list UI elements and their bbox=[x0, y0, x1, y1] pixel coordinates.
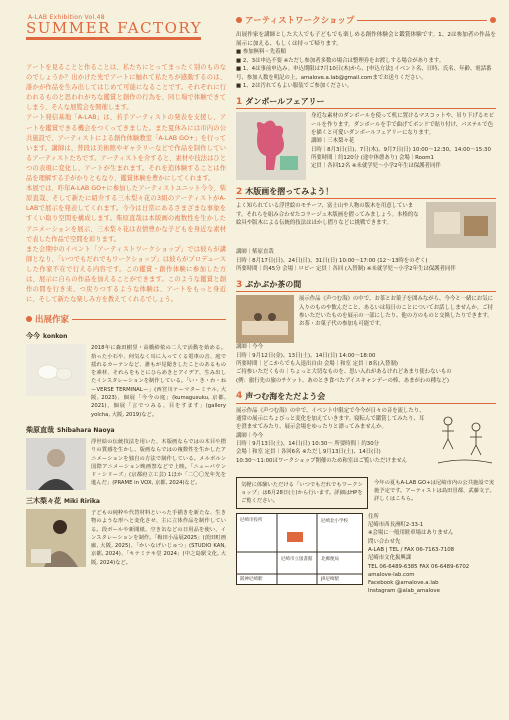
workshop-desc: 展示作品《声つむ海》の中で、お茶とお菓子を囲みながら、今今と一緒にお気に入りのものや飲んだこと、あるいは毎日のことについてお話ししませんか。ご持参いただいたものを展示の一部にしたり、他の方のものと交換したりできます。お茶・お菓子代の参加も可能です。 bbox=[299, 296, 493, 328]
workshop-title: 4 声つむ海をただよう会 bbox=[236, 391, 326, 402]
bullet-icon bbox=[26, 316, 32, 322]
exhibition-title: SUMMER FACTORY bbox=[26, 19, 203, 37]
workshop-desc: 身近な素材のダンボールを使って机に置けるマスコットや、吊り下げるモビールを作ります。ダンボールを手で曲げてボンドで貼り付け、パステルで色を描くと可愛いダンボールフェアリーになります。 講師｜三木梨々花 日時｜8月3日(日)、7日(木)、9月7日(日) 10:00〜12:30、14:00〜15:30 所要時間｜約120分 (途中休憩あり) 会場｜Room1 定員｜各回12名 ※未就学児〜小学2年生は保護者同伴 bbox=[311, 113, 495, 170]
anytime-box: 気軽に体験いただける「いつでもだれでもワークショップ」は6月28日(土)から行います。詳細はHPをご覧ください。 bbox=[236, 477, 368, 509]
note-item: ■ 1、2は汚れてもよい服装でご参加ください。 bbox=[236, 83, 353, 90]
divider bbox=[236, 198, 496, 199]
workshop-desc: よく知られている浮世絵のモチーフ、富士山や人物の版木を用意しています。それらを組み合わせたコラージュ木版画を摺ってみましょう。本格的な絵具や版木による伝統的技法はほかし摺りなどに挑戦できます。 bbox=[236, 203, 419, 227]
intro-paragraph: アートを見ることと作ることは、私たちにとってまったく別のものなのでしょうか？出かけた先でアートに触れて私たちが感動するのは、誰かが作品を生み出してはじめて可能になることです。それぞれに行われるものと思われがちな鑑賞と創作の行為を、同じ場で体験できてしまう、そんな展覧会を開催します。 bbox=[26, 64, 226, 112]
exhibition-label: A-LAB Exhibition Vol.48 bbox=[28, 14, 105, 21]
access-section bbox=[236, 513, 496, 596]
map-label: JR尼崎駅 bbox=[321, 576, 339, 582]
intro-paragraph: アート発信基地「A-LAB」は、若手アーティストの発表を支援し、アートを鑑賞できる機会をつくってきました。また夏休みには市内の公共施設で、アーティストによる創作体験教室「A-LAB GO+」を行っています。講師は、普段は美術館やギャラリーなどで作品を制作しているアーティストたちです。アーティストを介すると、素材や技法はひとつの表現に変化し、アートが生まれます。それを追体験することは作品を理解する手がかりともなり、鑑賞体験を豊かにしてくれます。 bbox=[26, 114, 226, 183]
intro-text bbox=[26, 63, 226, 305]
bullet-icon bbox=[490, 17, 496, 23]
artist-entry bbox=[26, 344, 226, 419]
note-item: ■ 1、4は事前申込み。申込期限は7月10日(木)から、[申込方法] イベント名、日時、氏名、年齢、電話番号、参加人数を明記の上、amalove.a.lab@gmail.comまでお送りください。 bbox=[236, 66, 492, 81]
workshop-illustration bbox=[434, 407, 496, 471]
artist-photo bbox=[26, 344, 86, 396]
anytime-row bbox=[236, 477, 496, 509]
workshop-details: 講師｜柴原直哉 日時｜8月17日(日)、24日(日)、31日(日) 10:00〜17:00 (12〜13時をのぞく) 所要時間｜約45分 会場｜ロビー 定員｜各回 (入替制) ※未就学児〜小学2年生は保護者同伴 bbox=[236, 249, 456, 273]
artist-name: 柴原直哉 Shibahara Naoya bbox=[26, 425, 115, 434]
artist-name: 今今 konkon bbox=[26, 332, 68, 341]
workshop-item bbox=[236, 407, 496, 471]
workshop-details: 講師｜今今 日時｜9月12日(金)、13日(土)、14日(日) 14:00〜18:00 所要時間｜どこからでも入退出自由 会場｜和室 定員｜8名(入替制) ご持参いただくもの｜ちょっと大切なものを、思い入れがあるけれどあまり使わないもの (例：旅行先の旅のチケット、あのとき食べたアイスキャンデーの棒、あまがわの種など) bbox=[236, 344, 452, 384]
bullet-icon bbox=[236, 17, 242, 23]
artist-photo bbox=[26, 509, 86, 567]
map-drawing bbox=[237, 514, 362, 584]
note-item: ■ 参加無料・先着順 bbox=[236, 49, 286, 56]
workshop-title: 2 木版画を摺ってみよう！ bbox=[236, 186, 334, 197]
working-image bbox=[26, 509, 86, 567]
map-label: 尼崎市役所 bbox=[240, 517, 263, 523]
workshop-heading: アーティストワークショップ bbox=[236, 14, 496, 26]
artist-bio: 2018年に森田樹里・高橋紗依の二人で活動を始める。拾った小石や、何気なく耳に入ってくる電車の音、庭で揺れるカーテンなど、誰もが見聞きしたことのあるものを素材、それらをもとにひらめきとアイデア、生み出したインスタレーションを制作している。「い・き・わ・ね ーVERSE TERMINALー」(西宮川テーマターミナル, 大阪, 2023)、個展「今今の庭」(kumagusuku, 京都, 2021)、個展「言でつみる、目をすます」(gallery yolcha, 大阪, 2019)など。 bbox=[91, 345, 226, 418]
workshop-desc: 展示作品《声つむ海》の中で、イベント中限定で今今が日々の音を流したり、通常の展示にちょびっと変化を加えていきます。寝転んで鑑賞してみたり、耳を澄ませてみたり、展示会場をゆったりと漂ってみませんか。 講師｜今今 日時｜9月13日(土)、14日(日) 10:30〜 所要時間｜約30分 会場｜和室 定員｜各回6名 ※ただし9月13日(土)、14日(日) 10:30〜11:00はワークショップ開催のため和室はご覧いただけません bbox=[236, 407, 425, 464]
workshop-photo bbox=[236, 295, 294, 343]
woodblock-image bbox=[426, 202, 496, 248]
workshop-title: 3 ぷかぷか茶の間 bbox=[236, 279, 302, 290]
map-label: 尼崎市立図書館 bbox=[281, 556, 313, 562]
alab-go-box: 今年の夏もA-LAB GO+は尼崎市内の公共施設で実施予定です。アーティストは島田冒都、武藤文子。詳しくはこちら。 bbox=[374, 479, 495, 502]
divider bbox=[357, 20, 487, 21]
portrait-image bbox=[26, 438, 86, 490]
workshop-photo bbox=[236, 112, 306, 180]
workshop-item bbox=[236, 202, 496, 248]
people-illustration bbox=[434, 407, 496, 471]
intro-paragraph: また会期中のイベント「アーティストワークショップ」では彼らが講師となり、「いつでもだれでもワークショップ」は彼らがプロデュースした作家不在で行える内容です。この鑑賞・創作体験に参加した方は、展示に自らの作品を加えることができます。このような鑑賞と創作の間を行き来、つ戻りつするような体験は、アートをもっと身近に、そして新たな楽しみ方を教えてくれるでしょう。 bbox=[26, 245, 226, 304]
workshop-notes bbox=[236, 48, 496, 90]
fairy-image bbox=[236, 112, 306, 180]
note-item: ■ 2、3は申込不要 ※ただし参加者多数の場合は整理券をお渡しする場合があります。 bbox=[236, 57, 445, 64]
workshop-title: 1 ダンボールフェアリー bbox=[236, 96, 325, 107]
artist-entry bbox=[26, 509, 226, 567]
map-label: 尼崎北小学校 bbox=[321, 518, 348, 524]
workshop-intro: 出展作家を講師とした大人でも子どもでも楽しめる創作体験会と鑑賞体験です。1、2は参加者の作品を展示に加える、もしくは持って帰ります。 bbox=[236, 32, 496, 47]
left-column bbox=[26, 14, 226, 567]
divider bbox=[236, 108, 496, 109]
workshop-item bbox=[236, 295, 496, 343]
artist-photo bbox=[26, 438, 86, 490]
stones-image bbox=[26, 344, 86, 396]
map-label: 北郵便局 bbox=[321, 556, 339, 562]
tea-room-image bbox=[236, 295, 294, 343]
right-column bbox=[236, 14, 496, 596]
map-label: 阪神尼崎駅 bbox=[240, 576, 263, 582]
divider bbox=[72, 319, 226, 320]
workshop-photo bbox=[426, 202, 496, 248]
title-underline bbox=[26, 37, 201, 40]
venue-info: 住所 尼崎市西長洲町2-33-1 ※会場に一般用駐車場はありません 問い合わせ先 A-LAB | TEL / FAX 06-7163-7108 尼崎市文化振興課 TEL 06-6489-6385 FAX 06-6489-6702 amalove-lab.com Facebook @amalove.a.lab Instagram @alab_amalove bbox=[368, 513, 470, 595]
workshop-item bbox=[236, 112, 496, 180]
artists-section bbox=[26, 313, 226, 567]
artist-entry bbox=[26, 438, 226, 490]
artist-bio: 浮世絵の伝統技法を用いた、木版画ならではの木目や摺りの質感を生かし、版画ならではの複数性を生かしたアニメーションを独自の方法で制作している。メルボルン国際アニメーション映画祭などで上映。「ニューバウンド・シリーズ」(京都府立工芸) 1ほか「二〇〇光年先を進んだ」(PRAME in VOX, 京都, 2024)など。 bbox=[91, 438, 226, 487]
artist-bio: 子どもの純粋や代替材料といった手描きを新たな、生き物のような形へと変化させ、主に立体作品を制作している。段ボールや新聞紙、空き缶などの日用品を使い、インスタレーションを制作。「梅田小品展2025」(茨田町画廊, 大阪, 2025)、「かいなげいじゅつ」(STUDIO KAN, 京都, 2024)、「キテミテキ堂 2024」(中之島駅文化, 大阪, 2024)など。 bbox=[91, 509, 226, 566]
artists-heading: 出展作家 bbox=[26, 313, 226, 325]
intro-paragraph: 本展では、昨年A-LAB GO+に参加したアーティストユニット今今、柴原直哉、そして新たに紹介する三木梨々花の3組のアーティストがA-LABで展示を発表してくれます。今今は日常にあるさまざまな事象をすくい取り空間を構成します。柴原直哉は本版画の複数性を生かしたアニメーションを展示、三木梨々花は表情豊かな子どもを身近な素材で表した作品で空間を彩ります。 bbox=[26, 185, 226, 243]
divider bbox=[236, 403, 496, 404]
divider bbox=[236, 291, 496, 292]
artist-name: 三木梨々花 Miki Ririka bbox=[26, 496, 100, 505]
access-map bbox=[236, 513, 363, 585]
